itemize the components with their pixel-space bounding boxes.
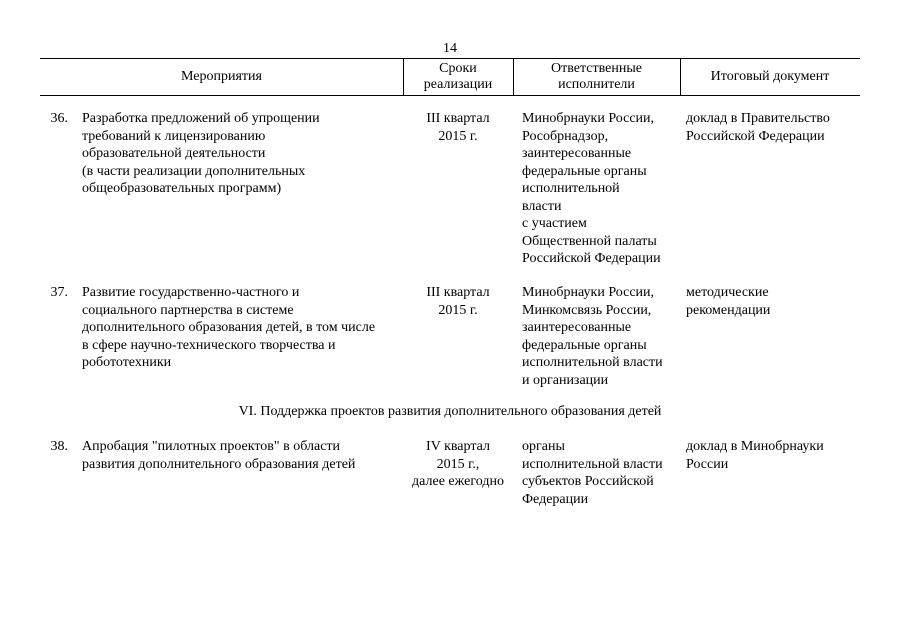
responsible-line: субъектов Российской xyxy=(522,474,654,489)
responsible-text xyxy=(522,438,682,508)
header-document xyxy=(680,58,860,95)
header-bottom-rule xyxy=(40,95,860,96)
header-events xyxy=(40,58,403,95)
header-terms-line: реализации xyxy=(423,76,493,92)
responsible-line: федеральные органы xyxy=(522,337,647,353)
responsible-line: заинтересованные xyxy=(522,320,632,335)
document-line: Российской Федерации xyxy=(686,128,825,144)
document-line: доклад в Минобрнауки xyxy=(686,439,824,454)
document-text xyxy=(686,284,860,319)
header-terms-line: Сроки xyxy=(439,60,477,76)
term-line: далее ежегодно xyxy=(412,474,504,489)
header-responsible-line: исполнители xyxy=(558,76,635,92)
responsible-line: исполнительной власти xyxy=(522,355,663,370)
responsible-line: заинтересованные xyxy=(522,146,632,161)
header-terms xyxy=(403,58,513,95)
row-number: 38. xyxy=(50,439,68,454)
responsible-line: исполнительной власти xyxy=(522,456,663,472)
responsible-line: Минобрнауки России, xyxy=(522,285,655,300)
event-line: в сфере научно-технического творчества и xyxy=(82,337,336,353)
event-line: Разработка предложений об упрощении xyxy=(82,111,320,126)
responsible-line: Минобрнауки России, xyxy=(522,111,655,126)
event-line: Развитие государственно-частного и xyxy=(82,285,300,300)
responsible-text xyxy=(522,284,682,389)
document-line: методические xyxy=(686,285,769,300)
section-heading: VI. Поддержка проектов развития дополнительного образования детей xyxy=(238,404,662,419)
event-line: общеобразовательных программ) xyxy=(82,181,282,196)
term-line: IV квартал xyxy=(426,439,490,454)
responsible-line: Минкомсвязь России, xyxy=(522,302,652,318)
event-line: (в части реализации дополнительных xyxy=(82,163,306,179)
event-text xyxy=(82,438,404,473)
responsible-line: Рособрнадзор, xyxy=(522,128,609,144)
term-line: III квартал xyxy=(426,285,490,300)
document-line: России xyxy=(686,456,729,472)
term-line: 2015 г. xyxy=(438,128,478,144)
row-number: 37. xyxy=(50,285,68,300)
header-responsible xyxy=(513,58,680,95)
term-line: 2015 г. xyxy=(438,302,478,318)
responsible-line: Федерации xyxy=(522,491,589,507)
responsible-line: органы xyxy=(522,439,565,454)
event-line: требований к лицензированию xyxy=(82,128,266,144)
responsible-line: власти xyxy=(522,198,562,214)
term-text xyxy=(403,110,513,145)
page-number: 14 xyxy=(443,41,457,56)
event-line: образовательной деятельности xyxy=(82,146,266,161)
responsible-line: Российской Федерации xyxy=(522,251,661,266)
header-responsible-line: Ответственные xyxy=(551,60,642,76)
event-text xyxy=(82,110,404,198)
responsible-line: и организации xyxy=(522,372,609,388)
term-text xyxy=(403,284,513,319)
row-number: 36. xyxy=(50,111,68,126)
term-line: 2015 г., xyxy=(436,456,480,472)
header-events-label: Мероприятия xyxy=(181,68,262,84)
header-document-label: Итоговый документ xyxy=(710,68,830,84)
event-line: робототехники xyxy=(82,355,172,370)
responsible-line: федеральные органы xyxy=(522,163,647,179)
document-line: рекомендации xyxy=(686,302,771,318)
document-line: доклад в Правительство xyxy=(686,111,830,126)
responsible-line: Общественной палаты xyxy=(522,233,657,249)
event-line: Апробация "пилотных проектов" в области xyxy=(82,439,341,454)
event-text xyxy=(82,284,404,372)
responsible-line: исполнительной xyxy=(522,181,620,196)
responsible-line: с участием xyxy=(522,216,587,231)
event-line: социального партнерства в системе xyxy=(82,302,294,318)
responsible-text xyxy=(522,110,682,268)
document-text xyxy=(686,110,860,145)
term-text xyxy=(403,438,513,491)
term-line: III квартал xyxy=(426,111,490,126)
event-line: дополнительного образования детей, в том числе xyxy=(82,320,376,335)
document-text xyxy=(686,438,860,473)
event-line: развития дополнительного образования детей xyxy=(82,456,356,472)
